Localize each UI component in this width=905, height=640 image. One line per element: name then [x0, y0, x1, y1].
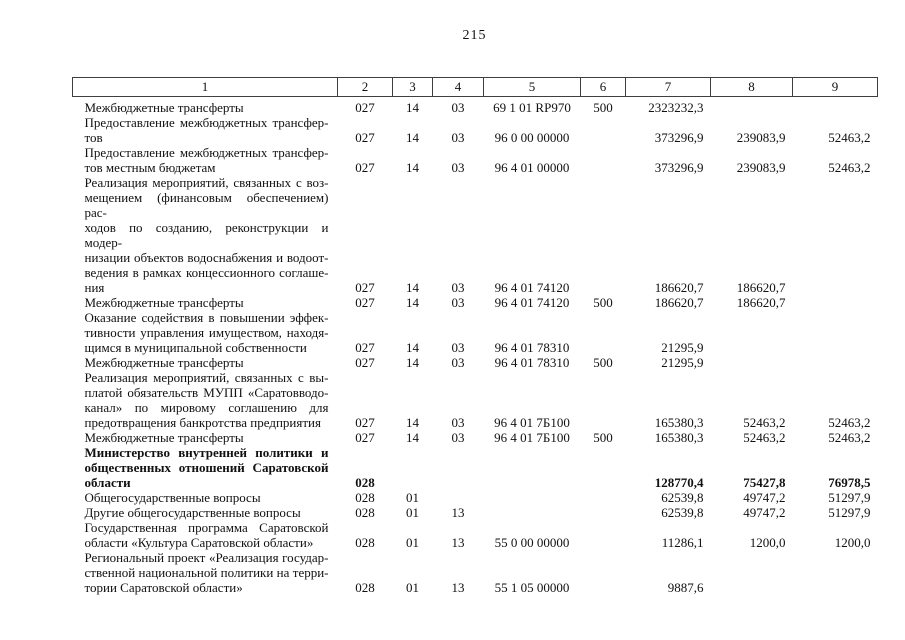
cell-col5: 96 4 01 78310: [494, 355, 570, 370]
cell-col8: 186620,7: [736, 280, 786, 295]
cell-col7: 11286,1: [661, 535, 704, 550]
row-name: [73, 550, 338, 595]
table-row: [73, 175, 878, 295]
cell-col3: 01: [406, 505, 419, 520]
row-name-line: тории Саратовской области»: [84, 580, 243, 595]
cell-col5: 96 4 01 00000: [494, 160, 570, 175]
cell-col8: [711, 310, 793, 355]
cell-col4: 03: [451, 160, 465, 175]
row-name-line: Предоставление межбюджетных трансфер-: [84, 115, 329, 130]
cell-col7: 62539,8: [661, 490, 704, 505]
cell-col7: 21295,9: [661, 355, 704, 370]
cell-col4: 03: [451, 130, 465, 145]
cell-col2: 028: [355, 475, 375, 490]
cell-col9: 51297,9: [828, 490, 871, 505]
cell-col6: [581, 520, 626, 550]
cell-col6: [581, 310, 626, 355]
row-name: [73, 115, 338, 145]
table-row: [73, 490, 878, 505]
cell-col3: 01: [406, 490, 419, 505]
page-number: 215: [462, 28, 487, 43]
cell-col6: 500: [593, 355, 613, 370]
cell-col5: 96 4 01 7Б100: [494, 415, 570, 430]
budget-table-body: [73, 97, 878, 596]
table-row: [73, 445, 878, 490]
cell-col8: [711, 355, 793, 370]
cell-col7: 186620,7: [654, 295, 704, 310]
cell-col6: [581, 490, 626, 505]
row-name-line: области «Культура Саратовской области»: [84, 535, 314, 550]
cell-col8: 186620,7: [736, 295, 786, 310]
cell-col5: 55 0 00 00000: [494, 535, 570, 550]
row-name-line: предотвращения банкротства предприятия: [84, 415, 321, 430]
cell-col4: 03: [451, 280, 465, 295]
cell-col2: 027: [355, 130, 375, 145]
cell-col2: 028: [355, 580, 375, 595]
cell-col7: 373296,9: [654, 160, 704, 175]
cell-col2: 027: [355, 430, 375, 445]
cell-col3: 14: [406, 130, 419, 145]
cell-col5: [484, 490, 581, 505]
row-name-line: ведения в рамках концессионного соглаше-: [84, 265, 329, 280]
cell-col3: 14: [406, 295, 419, 310]
cell-col4: 03: [451, 100, 465, 115]
cell-col5: 96 4 01 7Б100: [494, 430, 570, 445]
cell-col8: [711, 550, 793, 595]
row-name-line: ходов по созданию, реконструкции и модер-: [84, 220, 329, 250]
cell-col8: 239083,9: [736, 160, 786, 175]
row-name: [73, 430, 338, 445]
cell-col2: 027: [355, 340, 375, 355]
row-name-line: Общегосударственные вопросы: [84, 490, 261, 505]
row-name: [73, 175, 338, 295]
cell-col3: 14: [406, 100, 419, 115]
cell-col6: [581, 505, 626, 520]
cell-col3: 01: [406, 580, 419, 595]
cell-col3: [393, 445, 433, 490]
table-row: [73, 145, 878, 175]
cell-col7: 186620,7: [654, 280, 704, 295]
cell-col2: 027: [355, 295, 375, 310]
row-name-line: Реализация мероприятий, связанных с вы-: [84, 370, 329, 385]
column-header: 3: [393, 78, 433, 97]
cell-col2: 027: [355, 355, 375, 370]
cell-col9: [793, 97, 878, 116]
row-name: [73, 145, 338, 175]
cell-col9: 1200,0: [834, 535, 871, 550]
cell-col5: [484, 445, 581, 490]
row-name-line: Межбюджетные трансферты: [84, 295, 244, 310]
cell-col8: 52463,2: [743, 415, 786, 430]
row-name-line: платой обязательств МУПП «Саратовводо-: [84, 385, 329, 400]
table-row: [73, 97, 878, 116]
cell-col4: [433, 445, 484, 490]
cell-col6: [581, 370, 626, 430]
cell-col8: 52463,2: [743, 430, 786, 445]
cell-col5: 96 0 00 00000: [494, 130, 570, 145]
row-name-line: Межбюджетные трансферты: [84, 430, 244, 445]
row-name-line: Межбюджетные трансферты: [84, 100, 244, 115]
cell-col6: [581, 145, 626, 175]
cell-col6: 500: [593, 100, 613, 115]
row-name-line: Предоставление межбюджетных трансфер-: [84, 145, 329, 160]
cell-col4: 03: [451, 355, 465, 370]
column-header: 6: [581, 78, 626, 97]
cell-col9: [793, 175, 878, 295]
column-header: 1: [73, 78, 338, 97]
cell-col2: 027: [355, 280, 375, 295]
cell-col5: 96 4 01 74120: [494, 280, 570, 295]
row-name-line: области: [84, 475, 131, 490]
cell-col9: [793, 310, 878, 355]
row-name-line: тов местным бюджетам: [84, 160, 216, 175]
cell-col4: 13: [451, 505, 465, 520]
cell-col9: 52463,2: [828, 430, 871, 445]
table-row: [73, 310, 878, 355]
cell-col6: [581, 550, 626, 595]
cell-col3: 14: [406, 280, 419, 295]
cell-col2: 027: [355, 160, 375, 175]
column-header: 5: [484, 78, 581, 97]
row-name: [73, 505, 338, 520]
cell-col7: 21295,9: [661, 340, 704, 355]
row-name: [73, 310, 338, 355]
row-name-line: тивности управления имуществом, находя-: [84, 325, 329, 340]
row-name: [73, 370, 338, 430]
row-name: [73, 355, 338, 370]
cell-col6: [581, 115, 626, 145]
cell-col4: 03: [451, 340, 465, 355]
row-name-line: ния: [84, 280, 105, 295]
column-header: 2: [338, 78, 393, 97]
cell-col6: 500: [593, 430, 613, 445]
cell-col8: [711, 97, 793, 116]
table-row: [73, 115, 878, 145]
row-name: [73, 520, 338, 550]
cell-col4: 13: [451, 535, 465, 550]
column-header: 7: [626, 78, 711, 97]
table-row: [73, 430, 878, 445]
budget-table: [72, 77, 878, 595]
column-header: 9: [793, 78, 878, 97]
cell-col8: 75427,8: [743, 475, 786, 490]
table-row: [73, 295, 878, 310]
cell-col6: [581, 175, 626, 295]
row-name-line: Государственная программа Саратовской: [84, 520, 329, 535]
cell-col9: 76978,5: [828, 475, 871, 490]
cell-col5: 96 4 01 78310: [494, 340, 570, 355]
cell-col7: 128770,4: [654, 475, 704, 490]
cell-col2: 028: [355, 535, 375, 550]
cell-col4: 03: [451, 430, 465, 445]
cell-col5: 96 4 01 74120: [494, 295, 570, 310]
cell-col9: [793, 550, 878, 595]
cell-col8: 1200,0: [749, 535, 786, 550]
cell-col3: 14: [406, 355, 419, 370]
budget-table-container: [72, 77, 878, 595]
cell-col4: 03: [451, 295, 465, 310]
column-header: 4: [433, 78, 484, 97]
cell-col7: 62539,8: [661, 505, 704, 520]
cell-col9: [793, 295, 878, 310]
cell-col3: 14: [406, 160, 419, 175]
table-row: [73, 550, 878, 595]
cell-col5: 69 1 01 RP970: [493, 100, 571, 115]
table-row: [73, 370, 878, 430]
table-row: [73, 355, 878, 370]
cell-col8: 239083,9: [736, 130, 786, 145]
row-name-line: Министерство внутренней политики и: [84, 445, 329, 460]
row-name-line: Региональный проект «Реализация государ-: [84, 550, 329, 565]
row-name-line: общественных отношений Саратовской: [84, 460, 329, 475]
cell-col2: 028: [355, 505, 375, 520]
cell-col9: 52463,2: [828, 130, 871, 145]
row-name-line: щимся в муниципальной собственности: [84, 340, 307, 355]
cell-col4: 13: [451, 580, 465, 595]
cell-col3: 14: [406, 415, 419, 430]
cell-col5: [484, 505, 581, 520]
row-name-line: тов: [84, 130, 103, 145]
row-name: [73, 295, 338, 310]
cell-col2: 028: [355, 490, 375, 505]
cell-col7: 165380,3: [654, 415, 704, 430]
cell-col3: 14: [406, 430, 419, 445]
cell-col3: 01: [406, 535, 419, 550]
column-header: 8: [711, 78, 793, 97]
row-name-line: мещением (финансовым обеспечением) рас-: [84, 190, 329, 220]
cell-col7: 2323232,3: [648, 100, 704, 115]
cell-col3: 14: [406, 340, 419, 355]
row-name: [73, 490, 338, 505]
cell-col9: 52463,2: [828, 160, 871, 175]
cell-col7: 373296,9: [654, 130, 704, 145]
cell-col8: 49747,2: [743, 490, 786, 505]
cell-col9: 51297,9: [828, 505, 871, 520]
cell-col8: 49747,2: [743, 505, 786, 520]
row-name-line: Реализация мероприятий, связанных с воз-: [84, 175, 329, 190]
row-name-line: Другие общегосударственные вопросы: [84, 505, 301, 520]
cell-col7: 165380,3: [654, 430, 704, 445]
cell-col2: 027: [355, 415, 375, 430]
table-header-row: [73, 78, 878, 97]
cell-col9: [793, 355, 878, 370]
row-name-line: Межбюджетные трансферты: [84, 355, 244, 370]
table-row: [73, 505, 878, 520]
row-name-line: канал» по мировому соглашению для: [84, 400, 329, 415]
row-name: [73, 97, 338, 116]
row-name: [73, 445, 338, 490]
table-row: [73, 520, 878, 550]
cell-col5: 55 1 05 00000: [494, 580, 570, 595]
cell-col6: 500: [593, 295, 613, 310]
cell-col4: 03: [451, 415, 465, 430]
cell-col2: 027: [355, 100, 375, 115]
cell-col9: 52463,2: [828, 415, 871, 430]
row-name-line: Оказание содействия в повышении эффек-: [84, 310, 329, 325]
row-name-line: низации объектов водоснабжения и водоот-: [84, 250, 329, 265]
row-name-line: ственной национальной политики на терри-: [84, 565, 329, 580]
cell-col4: [433, 490, 484, 505]
cell-col6: [581, 445, 626, 490]
cell-col7: 9887,6: [667, 580, 704, 595]
